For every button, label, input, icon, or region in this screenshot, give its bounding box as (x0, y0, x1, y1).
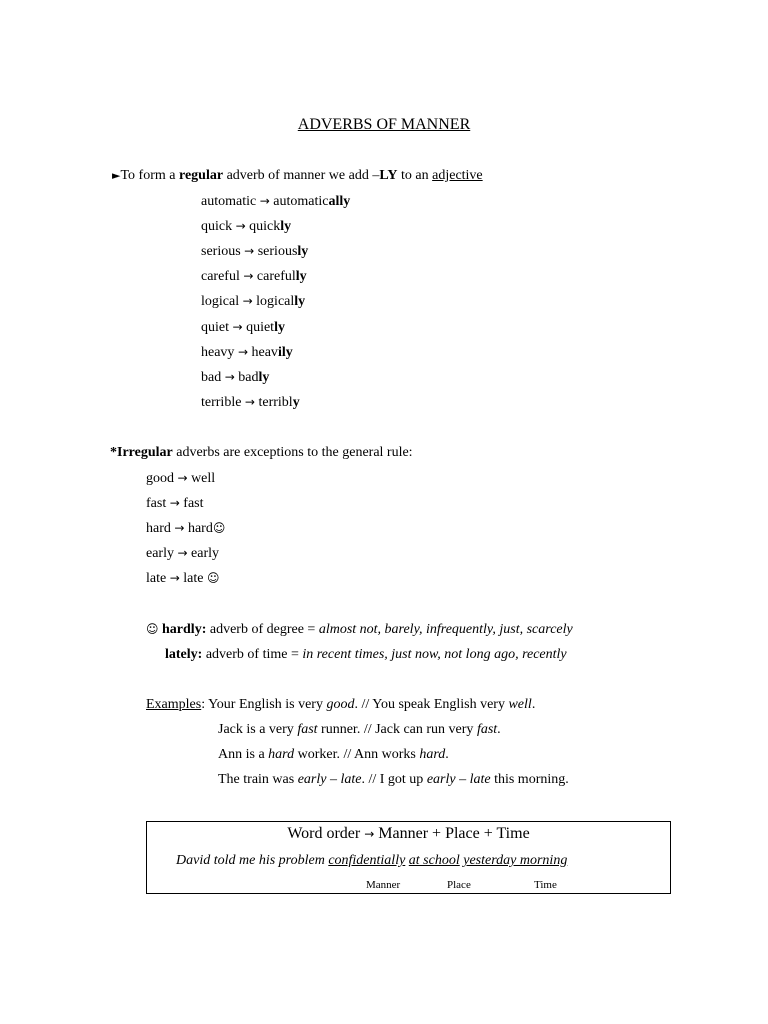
rule-regular-word: regular (178, 168, 224, 183)
smiley-icon: ☺ (146, 622, 159, 636)
note-hardly-word: hardly: (162, 622, 207, 637)
rule-adjective-word: adjective (432, 168, 483, 183)
adverb-suffix: ily (277, 344, 293, 360)
arrow-right-icon: → (169, 496, 180, 511)
example-text: Your English is very (208, 697, 327, 712)
arrow-right-icon: → (244, 244, 255, 259)
note-hardly-def: adverb of degree = (206, 622, 319, 637)
note-hardly-meaning: almost not, barely, infrequently, just, scarcely (318, 622, 573, 637)
example-adjective: hard (268, 747, 295, 762)
adverb-word: well (187, 471, 216, 486)
arrow-right-icon: → (177, 546, 188, 561)
note-lately-word: lately: (165, 647, 203, 662)
adjective-word: terrible (201, 394, 245, 410)
irregular-star: * (110, 445, 117, 460)
adverb-stem: quick (245, 219, 281, 235)
regular-adverb-item (201, 318, 285, 337)
example-adjective: fast (297, 722, 318, 737)
adverb-suffix: ly (297, 244, 309, 260)
regular-adverb-item (201, 368, 269, 387)
arrow-right-icon: → (232, 319, 243, 334)
smiley-icon: ☺ (212, 521, 226, 536)
regular-adverb-item (201, 267, 307, 286)
adjective-word: quiet (201, 319, 233, 335)
adjective-word: hard (146, 521, 175, 537)
smiley-icon: ☺ (207, 571, 220, 586)
arrow-right-icon: → (242, 294, 253, 309)
arrow-right-icon: → (177, 471, 188, 485)
note-lately (165, 646, 567, 664)
example-text: Ann is a (218, 747, 269, 762)
adjective-word: good (146, 471, 178, 486)
manner-phrase: confidentially (328, 853, 406, 868)
example-text: runner. // Jack can run very (317, 722, 477, 737)
adverb-suffix: ally (328, 194, 351, 209)
regular-adverb-item (201, 343, 293, 362)
arrow-right-icon: → (237, 344, 248, 359)
note-hardly (146, 620, 573, 639)
adjective-word: bad (201, 369, 225, 385)
adjective-word: logical (201, 294, 243, 310)
example-adverb: early – late (426, 772, 491, 787)
arrow-right-icon: → (224, 369, 235, 384)
rule-text: To form a (120, 168, 179, 183)
irregular-adverb-item (146, 494, 204, 513)
rule-text: to an (397, 168, 433, 183)
arrow-right-icon: → (243, 269, 254, 284)
example-text: The train was (218, 772, 298, 787)
examples-label: Examples (146, 697, 202, 712)
example-text: . // I got up (361, 772, 427, 787)
word-order-rule: Manner + Place + Time (374, 825, 530, 842)
adverb-stem: heav (248, 344, 278, 360)
adjective-word: careful (201, 269, 244, 285)
example-text: . // You speak English very (354, 697, 509, 712)
example-adverb: hard (419, 747, 446, 762)
example-sentence-start: David told me his problem (176, 853, 329, 868)
examples-line-2 (218, 721, 501, 739)
adverb-suffix: y (292, 394, 300, 410)
adjective-word: early (146, 546, 178, 562)
example-text: . (531, 697, 536, 712)
rule-ly-suffix: LY (379, 168, 398, 183)
label-manner: Manner (366, 879, 401, 891)
regular-rule (112, 167, 483, 185)
regular-adverb-item (201, 393, 300, 412)
adverb-suffix: ly (294, 294, 306, 310)
adverb-suffix: ly (274, 319, 285, 335)
adverb-word: hard (184, 521, 213, 537)
arrow-right-icon: → (169, 571, 180, 586)
label-time: Time (534, 879, 557, 891)
adjective-word: heavy (201, 344, 238, 360)
place-phrase: at school (408, 853, 460, 868)
regular-adverb-item (201, 292, 305, 311)
adverb-stem: terribl (254, 394, 293, 410)
example-text: . (445, 747, 449, 762)
rule-text: adverb of manner we add – (223, 168, 380, 183)
irregular-word: Irregular (117, 445, 173, 460)
irregular-rule (110, 444, 413, 462)
bullet-pointer: ► (112, 169, 121, 182)
irregular-adverb-item (146, 519, 225, 538)
time-phrase: yesterday morning (463, 853, 568, 868)
adverb-stem: serious (254, 244, 298, 260)
example-adverb: well (508, 697, 532, 712)
arrow-right-icon: → (174, 521, 185, 536)
irregular-rule-text: adverbs are exceptions to the general rule: (172, 445, 413, 460)
examples-colon: : (201, 697, 209, 712)
regular-adverb-item (201, 192, 350, 211)
regular-adverb-item (201, 217, 291, 236)
example-text: worker. // Ann works (294, 747, 420, 762)
arrow-right-icon: → (235, 219, 246, 234)
word-order-label: Word order (287, 825, 365, 842)
examples-line-4 (218, 771, 569, 789)
example-text: . (497, 722, 501, 737)
adverb-stem: logical (252, 294, 295, 310)
adverb-suffix: ly (258, 369, 270, 385)
example-text: Jack is a very (218, 722, 298, 737)
adverb-suffix: ly (295, 269, 307, 285)
word-order-box (146, 821, 671, 894)
adjective-word: serious (201, 244, 245, 260)
examples-line-3 (218, 746, 449, 764)
example-adjective: good (326, 697, 355, 712)
example-adjective: early – late (297, 772, 362, 787)
arrow-right-icon: → (259, 194, 270, 208)
adverb-stem: quiet (242, 319, 275, 335)
irregular-adverb-item (146, 544, 219, 563)
regular-adverb-item (201, 242, 308, 261)
adverb-stem: automatic (269, 194, 329, 209)
adverb-stem: careful (253, 269, 296, 285)
page-title: ADVERBS OF MANNER (297, 116, 471, 133)
example-adverb: fast (476, 722, 498, 737)
adverb-word: fast (179, 496, 204, 512)
adjective-word: automatic (201, 194, 260, 209)
irregular-adverb-item (146, 469, 215, 488)
adverb-suffix: ly (280, 219, 292, 235)
adjective-word: fast (146, 496, 170, 512)
adjective-word: late (146, 571, 170, 587)
word-order-title (147, 824, 670, 844)
irregular-adverb-item (146, 569, 220, 588)
arrow-right-icon: → (364, 827, 375, 841)
adverb-word: early (187, 546, 220, 562)
examples-line-1 (146, 696, 535, 714)
label-place: Place (447, 879, 471, 891)
example-text: this morning. (490, 772, 569, 787)
word-order-example (176, 852, 567, 870)
adverb-word: late (179, 571, 207, 587)
note-lately-meaning: in recent times, just now, not long ago, recently (302, 647, 567, 662)
adjective-word: quick (201, 219, 236, 235)
note-lately-def: adverb of time = (202, 647, 303, 662)
arrow-right-icon: → (244, 394, 255, 409)
adverb-stem: bad (234, 369, 259, 385)
